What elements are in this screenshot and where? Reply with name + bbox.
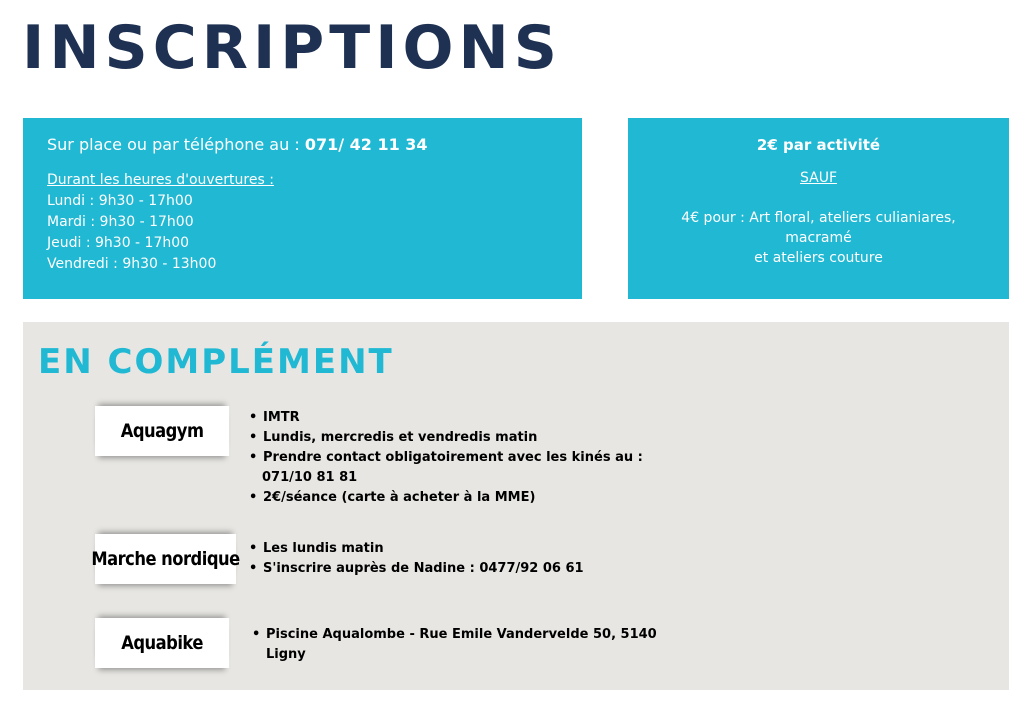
phone-number: 071/ 42 11 34 — [304, 135, 428, 154]
price-exception-label: SAUF — [799, 170, 838, 186]
list-item: • IMTR — [249, 408, 669, 428]
list-item: • Piscine Aqualombe - Rue Emile Vandervelde 50, 5140 — [252, 625, 672, 645]
kine-phone-number: 071/10 81 81 — [262, 470, 358, 485]
list-item-text: Ligny — [266, 647, 306, 662]
phone-line — [47, 134, 558, 156]
price-main: 2€ par activité — [756, 136, 881, 154]
contact-box — [23, 118, 582, 299]
phone-intro: Sur place ou par téléphone au : — [47, 135, 305, 154]
price-exception-line-2: et ateliers couture — [754, 250, 883, 266]
complement-panel — [23, 322, 1009, 690]
hours-monday: Lundi : 9h30 - 17h00 — [47, 193, 193, 209]
activity-label-marche-nordique: Marche nordique — [95, 534, 236, 584]
hours-title: Durant les heures d'ouvertures : — [47, 172, 274, 188]
list-item: • S'inscrire auprès de Nadine : 0477/92 06 61 — [249, 559, 669, 579]
hours-thursday: Jeudi : 9h30 - 17h00 — [47, 235, 190, 251]
list-item: • 2€/séance (carte à acheter à la MME) — [249, 488, 669, 508]
hours-friday: Vendredi : 9h30 - 13h00 — [47, 256, 217, 272]
activity-details-aquagym — [249, 408, 669, 508]
complement-title: EN COMPLÉMENT — [38, 342, 394, 382]
price-exception-line-1: 4€ pour : Art floral, ateliers culianiares, macramé — [681, 210, 956, 246]
list-item: • Lundis, mercredis et vendredis matin — [249, 428, 669, 448]
page-title: INSCRIPTIONS — [22, 13, 562, 83]
activity-details-marche-nordique — [249, 539, 669, 579]
activity-label-aquagym: Aquagym — [95, 406, 229, 456]
list-item-text: Prendre contact obligatoirement avec les kinés au : — [263, 450, 643, 465]
activity-details-aquabike — [252, 625, 672, 665]
list-item — [249, 448, 669, 488]
list-item: • Les lundis matin — [249, 539, 669, 559]
list-item — [252, 645, 672, 665]
activity-label-aquabike: Aquabike — [95, 618, 229, 668]
pricing-box — [628, 118, 1009, 299]
hours-tuesday: Mardi : 9h30 - 17h00 — [47, 214, 194, 230]
